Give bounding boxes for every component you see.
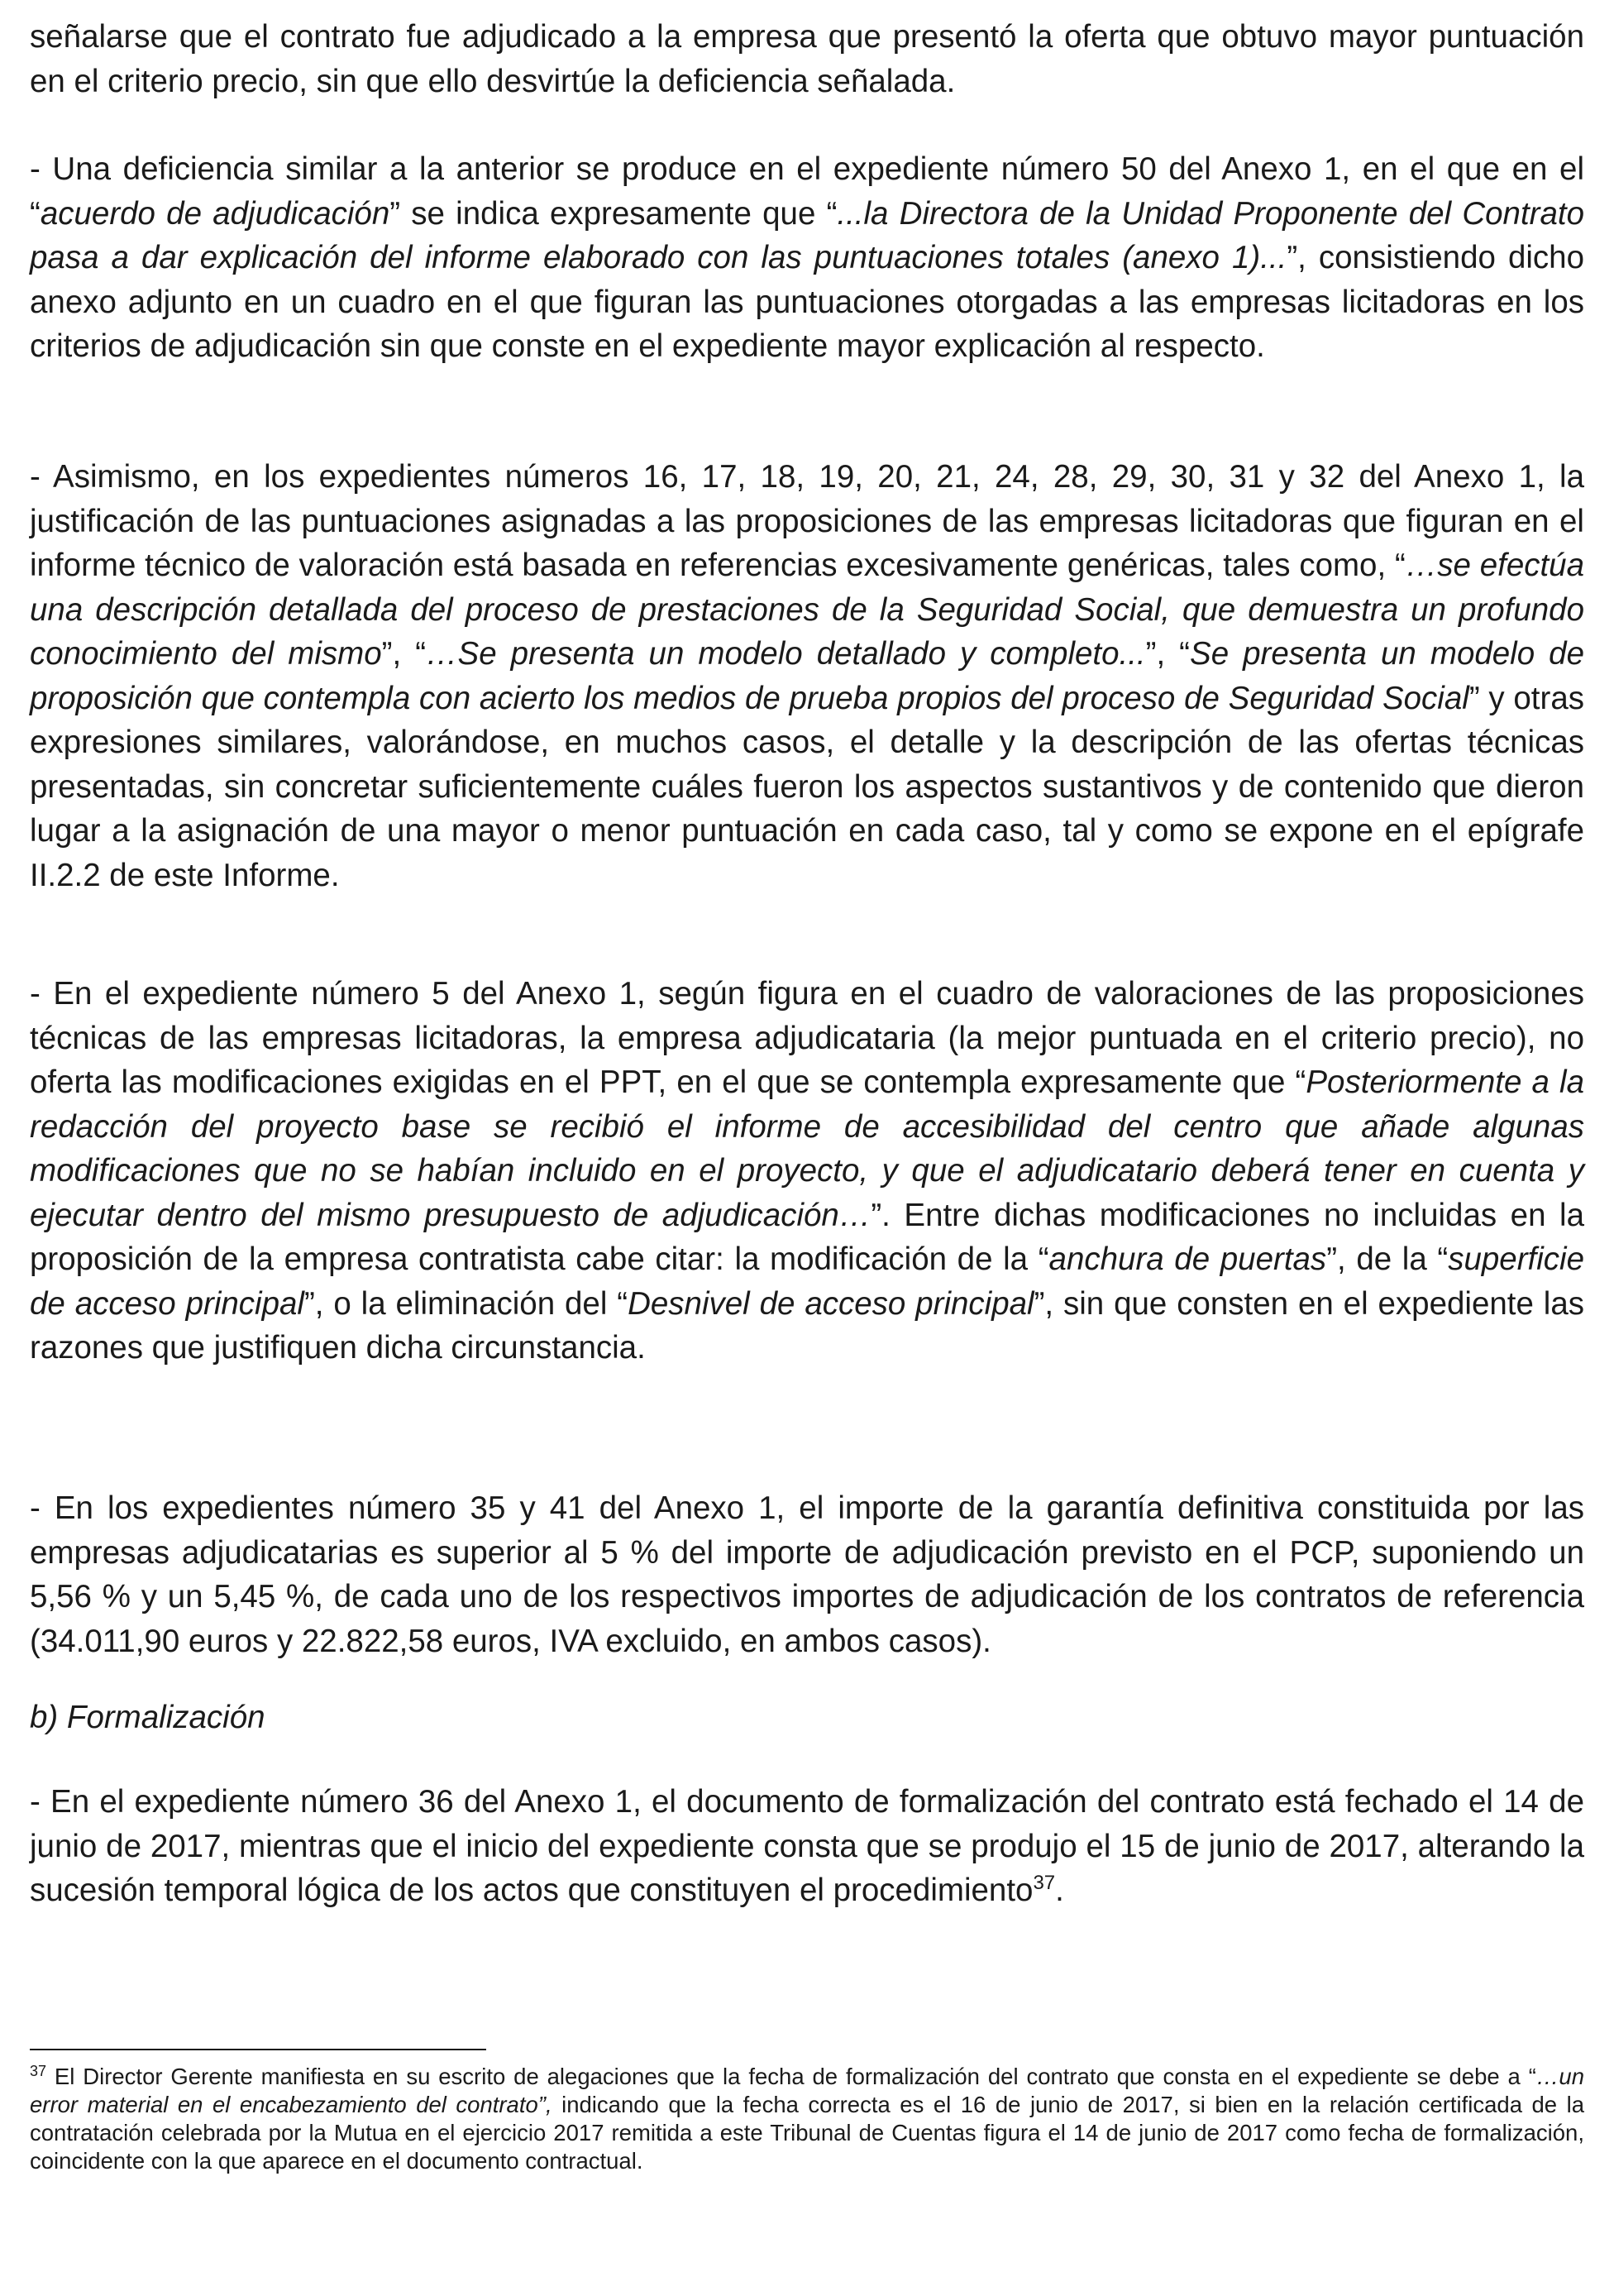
paragraph-4-quote-3: superficie de acceso principal: [30, 1241, 1584, 1322]
paragraph-4-quote-1: Posteriormente a la redacción del proyecto base se recibió el informe de accesibilidad del centro que añade algunas modificaciones que no se habían incluido en el proyecto, y que el adjudicatario deberá tener en cuenta y ejecutar dentro del mismo presupuesto de adjudicación…: [30, 1064, 1584, 1233]
paragraph-3-text-1: - Asimismo, en los expedientes números 16, 17, 18, 19, 20, 21, 24, 28, 29, 30, 31 y 32 del Anexo 1, la justificación de las puntuaciones asignadas a las proposiciones de las empresas licitadoras que figuran en el informe técnico de valoración está basada en referencias excesivamente genéricas, tales como, “: [30, 459, 1584, 583]
footnote-number: 37: [30, 2062, 47, 2079]
footnote-text-1: El Director Gerente manifiesta en su escrito de alegaciones que la fecha de formalización del contrato que consta en el expediente se debe a “: [46, 2064, 1536, 2089]
paragraph-2-quote-2: ...la Directora de la Unidad Proponente del Contrato pasa a dar explicación del informe elaborado con las puntuaciones totales (anexo 1)...: [30, 195, 1585, 275]
paragraph-1: [30, 15, 1584, 103]
paragraph-7-text-2: .: [1055, 1873, 1064, 1908]
paragraph-4-text-4: ”, o la eliminación del “: [303, 1285, 628, 1322]
paragraph-4-text-3: ”, de la “: [1326, 1241, 1449, 1277]
paragraph-4-quote-2: anchura de puertas: [1048, 1241, 1327, 1277]
paragraph-3-text-4: ” y otras expresiones similares, valorándose, en muchos casos, el detalle y la descripción de las ofertas técnicas presentadas, sin concretar suficientemente cuáles fueron los aspectos sustantivos y de contenido que dieron lugar a la asignación de una mayor o menor puntuación en cada caso, tal y como se expone en el epígrafe II.2.2 de este Informe.: [30, 680, 1584, 893]
paragraph-4-text-2: ”. Entre dichas modificaciones no incluidas en la proposición de la empresa contratista cabe citar: la modificación de la “: [30, 1197, 1584, 1277]
footnote-separator: [30, 2049, 486, 2050]
paragraph-7-text-1: - En el expediente número 36 del Anexo 1, el documento de formalización del contrato está fechado el 14 de junio de 2017, mientras que el inicio del expediente consta que se produjo el 15 de junio de 2017, alterando la sucesión temporal lógica de los actos que constituyen el procedimiento: [30, 1784, 1584, 1908]
section-heading-text: b) Formalización: [30, 1700, 265, 1735]
section-heading: [30, 1696, 1584, 1740]
footnote-reference[interactable]: 37: [1033, 1872, 1056, 1895]
footnote-text-2: indicando que la fecha correcta es el 16 de junio de 2017, si bien en la relación certificada de la contratación celebrada por la Mutua en el ejercicio 2017 remitida a este Tribunal de Cuentas figura el 14 de junio de 2017 como fecha de formalización, coincidente con la que aparece en el documento contractual.: [30, 2092, 1585, 2174]
paragraph-7: [30, 1780, 1584, 1913]
paragraph-2-text-1: - Una deficiencia similar a la anterior se produce en el expediente número 50 del Anexo 1, en el que en el “: [30, 151, 1584, 232]
footnote-quote: …un error material en el encabezamiento del contrato”,: [30, 2064, 1584, 2117]
paragraph-3-quote-1: …se efectúa una descripción detallada del proceso de prestaciones de la Seguridad Social, que demuestra un profundo conocimiento del mismo: [30, 548, 1584, 672]
paragraph-2-text-2: ” se indica expresamente que “: [389, 195, 838, 232]
paragraph-4-text-1: - En el expediente número 5 del Anexo 1, según figura en el cuadro de valoraciones de las proposiciones técnicas de las empresas licitadoras, la empresa adjudicataria (la mejor puntuada en el criterio precio), no oferta las modificaciones exigidas en el PPT, en el que se contempla expresamente que “: [30, 976, 1584, 1100]
paragraph-4-text-5: ”, sin que consten en el expediente las razones que justifiquen dicha circunstancia.: [30, 1285, 1584, 1366]
paragraph-5-text: - En los expedientes número 35 y 41 del Anexo 1, el importe de la garantía definitiva constituida por las empresas adjudicatarias es superior al 5 % del importe de adjudicación previsto en el PCP, suponiendo un 5,56 % y un 5,45 %, de cada uno de los respectivos importes de adjudicación de los contratos de referencia (34.011,90 euros y 22.822,58 euros, IVA excluido, en ambos casos).: [30, 1490, 1584, 1659]
footnote: [30, 2063, 1584, 2175]
paragraph-4-quote-4: Desnivel de acceso principal: [628, 1285, 1034, 1322]
paragraph-3-text-3: ”, “: [1145, 636, 1191, 672]
paragraph-1-text: señalarse que el contrato fue adjudicado a la empresa que presentó la oferta que obtuvo mayor puntuación en el criterio precio, sin que ello desvirtúe la deficiencia señalada.: [30, 19, 1584, 99]
paragraph-2-text-3: ”, consistiendo dicho anexo adjunto en un cuadro en el que figuran las puntuaciones otorgadas a las empresas licitadoras en los criterios de adjudicación sin que conste en el expediente mayor explicación al respecto.: [30, 240, 1584, 364]
paragraph-2-quote-1: acuerdo de adjudicación: [40, 195, 390, 232]
paragraph-3: [30, 455, 1584, 897]
paragraph-3-quote-3: Se presenta un modelo de proposición que contempla con acierto los medios de prueba propios del proceso de Seguridad Social: [30, 636, 1585, 716]
paragraph-3-text-2: ”, “: [381, 636, 427, 672]
paragraph-5: [30, 1486, 1584, 1663]
paragraph-3-quote-2: …Se presenta un modelo detallado y completo...: [426, 636, 1146, 672]
paragraph-4: [30, 972, 1584, 1370]
paragraph-2: [30, 147, 1584, 369]
